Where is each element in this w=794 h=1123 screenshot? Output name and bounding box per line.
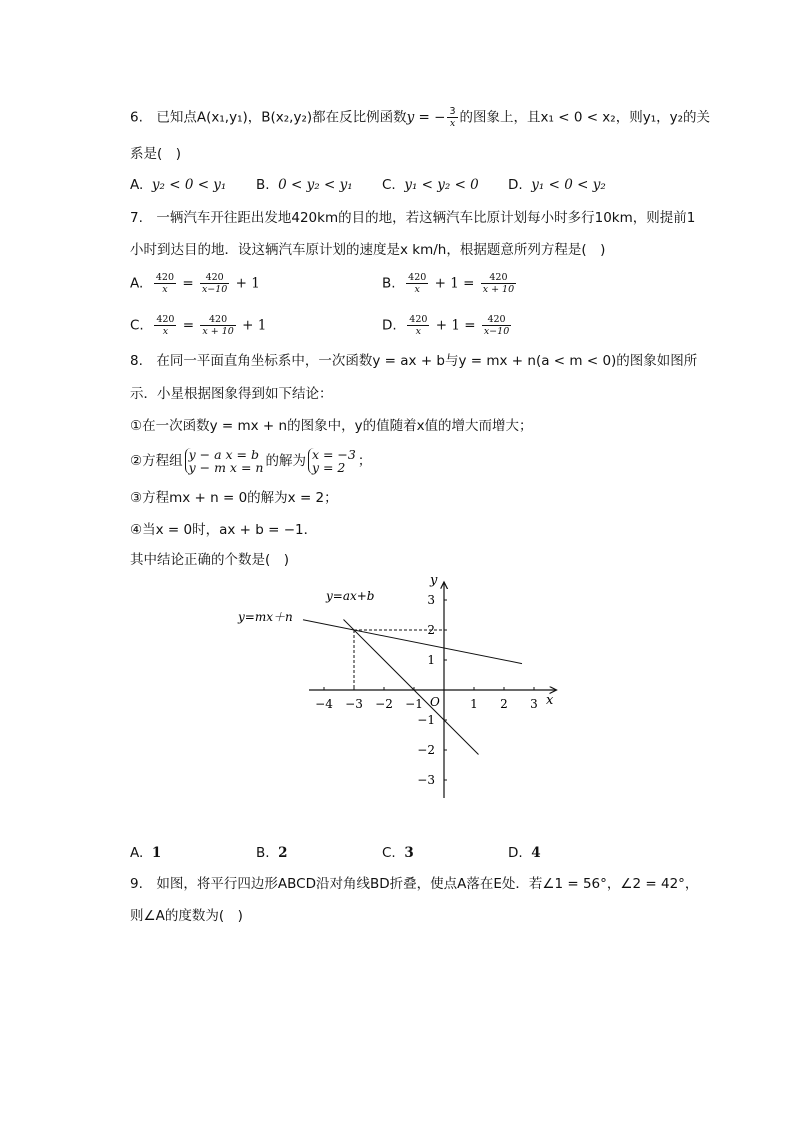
- q6-function: y = −: [406, 109, 446, 126]
- frac-den: x−10: [483, 326, 510, 337]
- option-label: A.: [130, 275, 144, 292]
- frac-num: 420: [409, 314, 428, 325]
- frac-den: x: [415, 326, 422, 337]
- q7-option-c: [130, 314, 266, 337]
- y-tick-label: 1: [427, 653, 435, 667]
- option-text: y₁ < y₂ < 0: [404, 177, 479, 193]
- system-eq-1: y − a x = b: [188, 447, 259, 462]
- axis-y-label: y: [430, 573, 438, 588]
- frac-num: 420: [482, 314, 511, 326]
- x-tick-label: −1: [405, 697, 423, 711]
- option-text: y₁ < 0 < y₂: [531, 177, 606, 193]
- q6-frac-den: x: [449, 118, 456, 129]
- option-label: A.: [130, 845, 144, 861]
- option-label: C.: [382, 177, 396, 193]
- q8-conclusion-4: ④当x = 0时，ax + b = −1．: [130, 522, 318, 538]
- q8-option-d: [508, 843, 541, 863]
- x-tick-label: 3: [530, 697, 538, 711]
- q8-conclusion-3: ③方程mx + n = 0的解为x = 2；: [130, 490, 338, 506]
- q8-line2: 示．小星根据图象得到如下结论：: [130, 386, 333, 402]
- line-mx-plus-n: [303, 620, 522, 664]
- frac-num: 420: [156, 314, 175, 325]
- q6-line1: [130, 106, 710, 129]
- x-tick-label: −4: [315, 697, 333, 711]
- solution-y: y = 2: [311, 460, 346, 475]
- q8-option-c: [382, 843, 414, 863]
- q8-ask: 其中结论正确的个数是( ): [130, 552, 290, 568]
- graph-lines: [303, 620, 522, 755]
- function-graph: [230, 570, 570, 810]
- frac-den: x−10: [201, 284, 228, 295]
- frac-den: x + 10: [482, 284, 515, 295]
- option-equals: =: [464, 317, 476, 334]
- c2-tail: ；: [357, 453, 372, 469]
- y-tick-label: −1: [417, 713, 435, 727]
- option-frac-left: [406, 272, 428, 295]
- x-tick-label: 2: [500, 697, 508, 711]
- q7-line1: 7. 一辆汽车开往距出发地420km的目的地，若这辆汽车比原计划每小时多行10km，则提前1: [130, 210, 696, 226]
- option-equals: =: [182, 317, 195, 334]
- q6-text-tail: 的图象上，且x₁ < 0 < x₂，则y₁，y₂的关: [459, 109, 711, 126]
- frac-num: 420: [200, 272, 229, 284]
- q6-frac-num: 3: [449, 106, 456, 117]
- option-text: 0 < y₂ < y₁: [278, 177, 353, 193]
- label-line-mx: y=mx＋n: [238, 610, 293, 624]
- q7-option-b: [382, 272, 518, 295]
- y-tick-label: −2: [417, 743, 435, 757]
- q9-line2: 则∠A的度数为( ): [130, 908, 243, 924]
- q7-line2: 小时到达目的地．设这辆汽车原计划的速度是x km/h，根据题意所列方程是( ): [130, 242, 606, 258]
- option-frac-left: [154, 272, 176, 295]
- axis-x-label: x: [546, 693, 554, 708]
- option-frac-right: [200, 314, 235, 337]
- y-tick-label: −3: [417, 773, 435, 787]
- frac-den: x: [162, 284, 168, 295]
- q8-conclusion-2: [130, 448, 371, 474]
- q6-line2: 系是( ): [130, 146, 182, 162]
- frac-num: 420: [481, 272, 516, 284]
- q9-line1: 9. 如图，将平行四边形ABCD沿对角线BD折叠，使点A落在E处．若∠1 = 56°，∠2 = 42°，: [130, 876, 699, 892]
- q8-option-a: [130, 843, 161, 863]
- option-frac-right: [481, 272, 516, 295]
- q8-line1: 8. 在同一平面直角坐标系中，一次函数y = ax + b与y = mx + n(a < m < 0)的图象如图所: [130, 353, 698, 369]
- c2-mid: 的解为: [265, 453, 306, 469]
- option-frac-right: [200, 272, 229, 295]
- c2-prefix: ②方程组: [130, 453, 183, 469]
- q8-option-b: [256, 843, 288, 863]
- equation-system: [185, 448, 264, 474]
- option-frac-left: [407, 314, 429, 337]
- option-frac-left: [154, 314, 176, 337]
- q6-option-d: [508, 175, 606, 195]
- frac-num: 420: [200, 314, 235, 326]
- q7-option-d: [382, 314, 513, 337]
- option-tail: + 1: [235, 275, 260, 292]
- option-text: 1: [151, 845, 162, 861]
- option-label: D.: [382, 317, 397, 334]
- option-label: B.: [256, 845, 270, 861]
- option-equals: =: [463, 275, 475, 292]
- y-tick-label: 2: [427, 623, 435, 637]
- option-text: 3: [404, 845, 414, 861]
- solution-system: [308, 448, 356, 474]
- q8-conclusion-1: ①在一次函数y = mx + n的图象中，y的值随着x值的增大而增大；: [130, 418, 533, 434]
- option-text: y₂ < 0 < y₁: [151, 177, 227, 193]
- option-equals: =: [182, 275, 194, 292]
- solution-x: x = −3: [311, 447, 356, 462]
- y-tick-label: 3: [427, 593, 435, 607]
- origin-label: O: [430, 695, 440, 709]
- option-label: C.: [382, 845, 396, 861]
- option-label: A.: [130, 177, 144, 193]
- q7-option-a: [130, 272, 260, 295]
- x-tick-label: −3: [345, 697, 363, 711]
- option-label: B.: [256, 177, 270, 193]
- option-text: 4: [531, 845, 541, 861]
- x-tick-label: 1: [470, 697, 478, 711]
- system-eq-2: y − m x = n: [188, 460, 264, 475]
- option-tail: + 1: [242, 317, 267, 334]
- x-tick-label: −2: [375, 697, 393, 711]
- frac-den: x: [414, 284, 420, 295]
- q6-option-c: [382, 175, 479, 195]
- label-line-ax: y=ax+b: [326, 589, 375, 603]
- option-label: D.: [508, 177, 523, 193]
- frac-num: 420: [408, 272, 427, 283]
- option-left-tail: + 1: [434, 275, 459, 292]
- frac-num: 420: [155, 272, 175, 283]
- option-left-tail: + 1: [435, 317, 460, 334]
- option-label: D.: [508, 845, 523, 861]
- q6-text: 6. 已知点A(x₁,y₁)，B(x₂,y₂)都在反比例函数: [130, 109, 407, 126]
- option-label: C.: [130, 317, 144, 334]
- q6-option-a: [130, 175, 226, 195]
- q6-option-b: [256, 175, 353, 195]
- option-frac-right: [482, 314, 511, 337]
- option-label: B.: [382, 275, 396, 292]
- line-ax-plus-b: [344, 620, 479, 755]
- option-text: 2: [278, 845, 288, 861]
- q6-fraction: [447, 106, 457, 129]
- frac-den: x: [162, 326, 169, 337]
- axes: [309, 582, 557, 798]
- frac-den: x + 10: [202, 326, 234, 337]
